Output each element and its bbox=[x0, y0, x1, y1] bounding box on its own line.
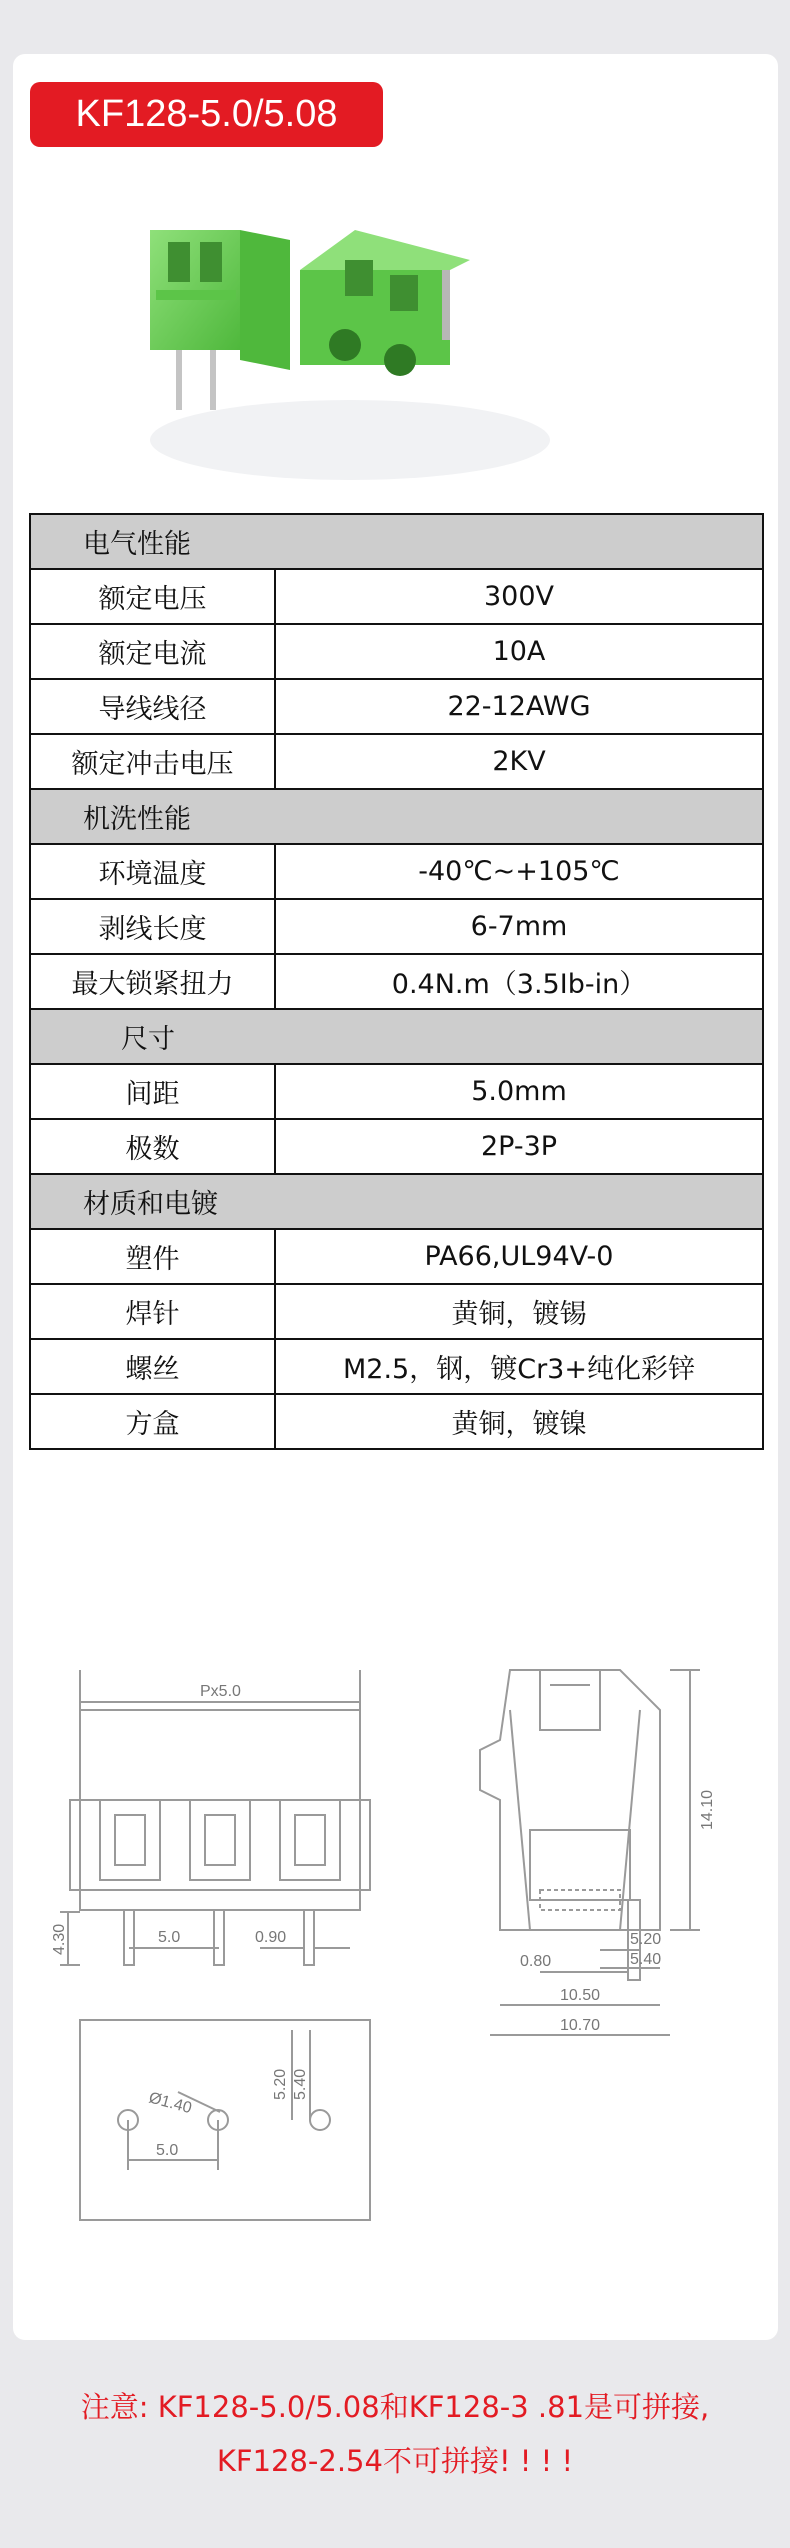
spec-row bbox=[30, 1064, 763, 1119]
screw-openings bbox=[100, 1800, 340, 1880]
spec-row bbox=[30, 569, 763, 624]
spec-value: 5.0mm bbox=[275, 1064, 763, 1119]
side-offset-1-label: 5.20 bbox=[630, 1931, 662, 1948]
splice-note-line-1: 注意: KF128-5.0/5.08和KF128-3 .81是可拼接, bbox=[80, 2390, 710, 2424]
spec-row bbox=[30, 679, 763, 734]
depth-1-label: 10.50 bbox=[560, 1987, 601, 2004]
spec-name: 额定冲击电压 bbox=[30, 734, 275, 789]
spec-name: 额定电压 bbox=[30, 569, 275, 624]
spec-name: 环境温度 bbox=[30, 844, 275, 899]
spec-value: M2.5，钢，镀Cr3+纯化彩锌 bbox=[275, 1339, 763, 1394]
spec-name: 间距 bbox=[30, 1064, 275, 1119]
spec-row bbox=[30, 1339, 763, 1394]
spec-name: 螺丝 bbox=[30, 1339, 275, 1394]
spec-value: 22-12AWG bbox=[275, 679, 763, 734]
product-photo bbox=[140, 200, 560, 500]
height-label: 14.10 bbox=[699, 1789, 716, 1830]
spec-row bbox=[30, 1119, 763, 1174]
front-width-label: Px5.0 bbox=[200, 1683, 241, 1700]
spec-row bbox=[30, 1284, 763, 1339]
spec-row bbox=[30, 844, 763, 899]
terminal-block-right bbox=[300, 230, 470, 376]
row-offset-2-label: 5.40 bbox=[292, 2068, 309, 2100]
spec-section-header bbox=[30, 514, 763, 569]
spec-name: 导线线径 bbox=[30, 679, 275, 734]
bottom-view bbox=[80, 2020, 370, 2220]
spec-row bbox=[30, 899, 763, 954]
spec-section-label: 尺寸 bbox=[30, 1009, 763, 1064]
spec-value: 2P-3P bbox=[275, 1119, 763, 1174]
spec-section-label: 材质和电镀 bbox=[30, 1174, 763, 1229]
spec-name: 方盒 bbox=[30, 1394, 275, 1449]
side-pin-width-label: 0.80 bbox=[520, 1953, 552, 1970]
spec-value: 6-7mm bbox=[275, 899, 763, 954]
spec-row bbox=[30, 1394, 763, 1449]
side-view bbox=[480, 1670, 716, 2035]
spec-value: PA66,UL94V-0 bbox=[275, 1229, 763, 1284]
spec-row bbox=[30, 624, 763, 679]
spec-name: 剥线长度 bbox=[30, 899, 275, 954]
spec-value: 2KV bbox=[275, 734, 763, 789]
spec-row bbox=[30, 954, 763, 1009]
splice-note-line-2: KF128-2.54不可拼接! ! ! ! bbox=[216, 2444, 574, 2478]
front-view bbox=[51, 1670, 370, 1965]
spec-row bbox=[30, 734, 763, 789]
spec-name: 最大锁紧扭力 bbox=[30, 954, 275, 1009]
spec-section-header bbox=[30, 789, 763, 844]
side-offset-2-label: 5.40 bbox=[630, 1951, 662, 1968]
product-title-badge: KF128-5.0/5.08 bbox=[30, 82, 383, 147]
spec-name: 额定电流 bbox=[30, 624, 275, 679]
spec-value: 黄铜，镀锡 bbox=[275, 1284, 763, 1339]
hole-dia-label: Ø1.40 bbox=[146, 2089, 194, 2118]
spec-name: 塑件 bbox=[30, 1229, 275, 1284]
spec-value: -40℃~+105℃ bbox=[275, 844, 763, 899]
pin-length-label: 4.30 bbox=[51, 1923, 68, 1955]
dimension-drawing bbox=[51, 1650, 750, 2240]
terminal-block-left bbox=[150, 230, 290, 410]
spec-name: 焊针 bbox=[30, 1284, 275, 1339]
row-offset-1-label: 5.20 bbox=[272, 2068, 289, 2100]
spec-section-header bbox=[30, 1009, 763, 1064]
pitch-label: 5.0 bbox=[158, 1929, 181, 1946]
hole-pitch-label: 5.0 bbox=[156, 2142, 179, 2159]
spec-value: 0.4N.m（3.5Ib-in） bbox=[275, 954, 763, 1009]
spec-row bbox=[30, 1229, 763, 1284]
spec-section-label: 机洗性能 bbox=[30, 789, 763, 844]
spec-table bbox=[29, 513, 764, 1450]
depth-2-label: 10.70 bbox=[560, 2017, 601, 2034]
photo-shadow bbox=[150, 400, 550, 480]
spec-section-label: 电气性能 bbox=[30, 514, 763, 569]
spec-value: 10A bbox=[275, 624, 763, 679]
spec-value: 300V bbox=[275, 569, 763, 624]
spec-section-header bbox=[30, 1174, 763, 1229]
splice-note bbox=[0, 2380, 790, 2488]
spec-value: 黄铜，镀镍 bbox=[275, 1394, 763, 1449]
pin-width-label: 0.90 bbox=[255, 1929, 287, 1946]
spec-name: 极数 bbox=[30, 1119, 275, 1174]
